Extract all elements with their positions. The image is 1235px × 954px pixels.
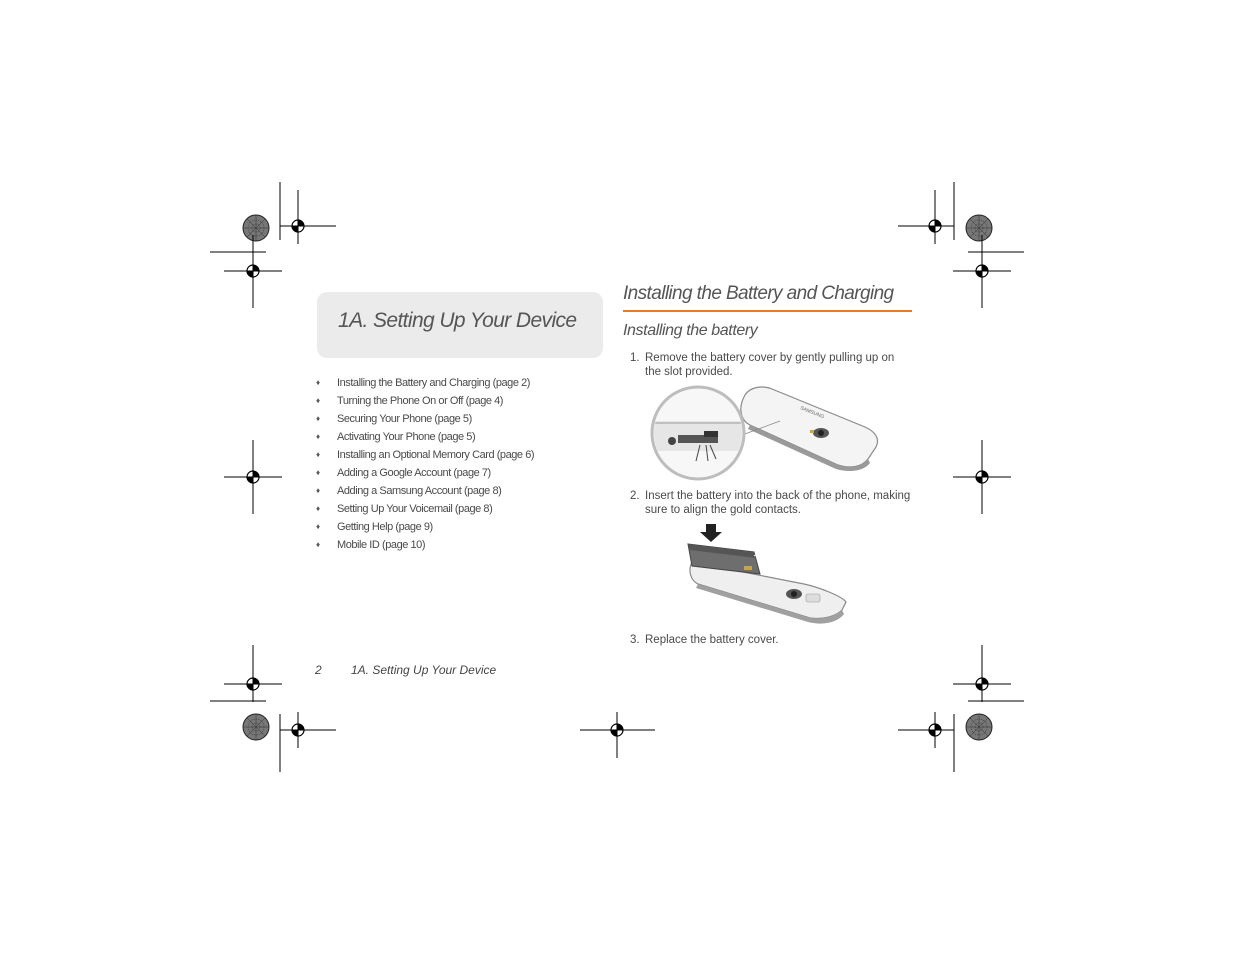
topic-list-item xyxy=(316,538,534,556)
step-number: 1. xyxy=(630,352,640,364)
topic-label: Setting Up Your Voicemail (page 8) xyxy=(337,503,493,515)
bullet-icon: ♦ xyxy=(316,396,320,405)
topic-label: Turning the Phone On or Off (page 4) xyxy=(337,395,504,407)
step-text: Replace the battery cover. xyxy=(645,634,779,646)
step-1 xyxy=(630,351,912,379)
bullet-icon: ♦ xyxy=(316,450,320,459)
topic-label: Securing Your Phone (page 5) xyxy=(337,413,472,425)
topic-list-item xyxy=(316,430,534,448)
topic-list-item xyxy=(316,376,534,394)
step-2 xyxy=(630,489,912,517)
section-title-rule xyxy=(623,310,912,312)
topic-label: Adding a Samsung Account (page 8) xyxy=(337,485,502,497)
topic-label: Adding a Google Account (page 7) xyxy=(337,467,491,479)
topic-list-item xyxy=(316,484,534,502)
svg-text:SAMSUNG: SAMSUNG xyxy=(799,405,825,421)
phone-back-cover-icon xyxy=(650,383,882,483)
bullet-icon: ♦ xyxy=(316,504,320,513)
bullet-icon: ♦ xyxy=(316,378,320,387)
bullet-icon: ♦ xyxy=(316,432,320,441)
page-number: 2 xyxy=(315,663,322,677)
topic-list-item xyxy=(316,448,534,466)
step-text: Insert the battery into the back of the phone, making sure to align the gold contacts. xyxy=(645,490,911,516)
subsection-title: Installing the battery xyxy=(623,322,758,339)
bullet-icon: ♦ xyxy=(316,486,320,495)
bullet-icon: ♦ xyxy=(316,468,320,477)
topic-list-item xyxy=(316,394,534,412)
chapter-title: 1A. Setting Up Your Device xyxy=(338,309,577,332)
topic-list-item xyxy=(316,502,534,520)
topic-list-item xyxy=(316,520,534,538)
topic-label: Mobile ID (page 10) xyxy=(337,539,426,551)
step-3 xyxy=(630,633,912,647)
bullet-icon: ♦ xyxy=(316,414,320,423)
topic-list-item xyxy=(316,412,534,430)
topic-label: Getting Help (page 9) xyxy=(337,521,433,533)
step-text: Remove the battery cover by gently pulling up on the slot provided. xyxy=(645,352,895,378)
bullet-icon: ♦ xyxy=(316,522,320,531)
topic-label: Installing an Optional Memory Card (page 6) xyxy=(337,449,535,461)
chapter-topic-list xyxy=(316,376,534,556)
topic-label: Installing the Battery and Charging (page 2) xyxy=(337,377,530,389)
phone-battery-icon xyxy=(684,522,850,628)
bullet-icon: ♦ xyxy=(316,540,320,549)
step-number: 2. xyxy=(630,490,640,502)
running-head: 1A. Setting Up Your Device xyxy=(351,663,497,677)
topic-list-item xyxy=(316,466,534,484)
section-title: Installing the Battery and Charging xyxy=(623,283,894,304)
topic-label: Activating Your Phone (page 5) xyxy=(337,431,476,443)
step-number: 3. xyxy=(630,634,640,646)
